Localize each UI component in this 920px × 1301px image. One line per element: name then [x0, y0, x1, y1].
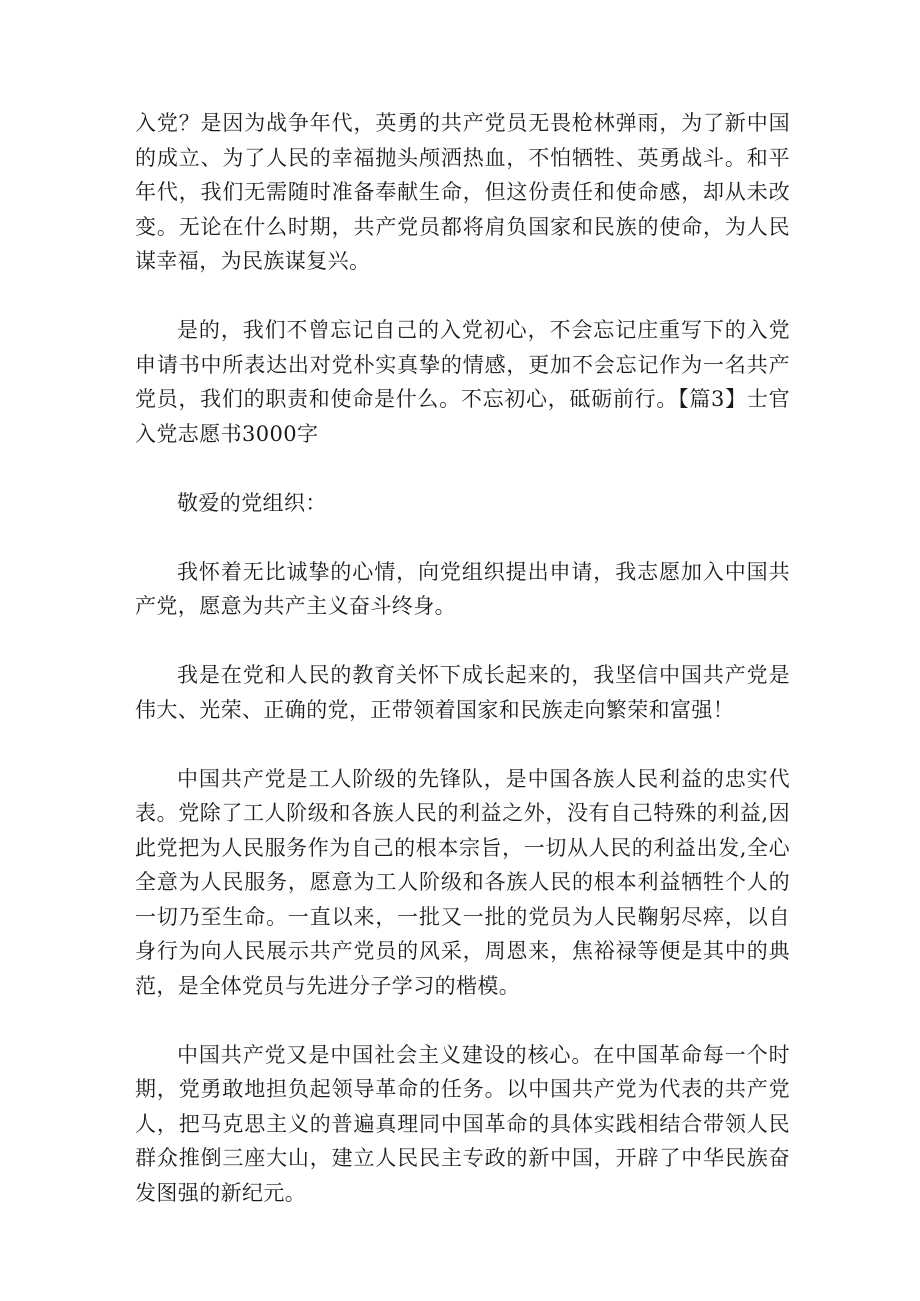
paragraph-1: 入党？是因为战争年代，英勇的共产党员无畏枪林弹雨，为了新中国的成立、为了人民的幸福抛头颅洒热血，不怕牺牲、英勇战斗。和平年代，我们无需随时准备奉献生命，但这份责任和使命感，却从未改变。无论在什么时期，共产党员都将肩负国家和民族的使命，为人民谋幸福，为民族谋复兴。 — [135, 111, 790, 273]
paragraph-7: 中国共产党又是中国社会主义建设的核心。在中国革命每一个时期，党勇敢地担负起领导革命的任务。以中国共产党为代表的共产党人，把马克思主义的普遍真理同中国革命的具体实践相结合带领人民群众推倒三座大山，建立人民民主专政的新中国，开辟了中华民族奋发图强的新纪元。 — [135, 1042, 790, 1205]
paragraph-2: 是的，我们不曾忘记自己的入党初心，不会忘记庄重写下的入党申请书中所表达出对党朴实真挚的情感，更加不会忘记作为一名共产党员，我们的职责和使命是什么。不忘初心，砥砺前行。【篇3】士官入党志愿书3000字 — [135, 318, 790, 446]
salutation: 敬爱的党组织： — [177, 490, 327, 515]
paragraph-4: 我怀着无比诚挚的心情，向党组织提出申请，我志愿加入中国共产党，愿意为共产主义奋斗终身。 — [135, 559, 790, 618]
paragraph-5: 我是在党和人民的教育关怀下成长起来的，我坚信中国共产党是伟大、光荣、正确的党，正带领着国家和民族走向繁荣和富强！ — [135, 663, 790, 722]
paragraph-6: 中国共产党是工人阶级的先锋队，是中国各族人民利益的忠实代表。党除了工人阶级和各族人民的利益之外，没有自己特殊的利益,因此党把为人民服务作为自己的根本宗旨，一切从人民的利益出发,全心全意为人民服务，愿意为工人阶级和各族人民的根本利益牺牲个人的一切乃至生命。一直以来，一批又一批的党员为人民鞠躬尽瘁，以自身行为向人民展示共产党员的风采，周恩来，焦裕禄等便是其中的典范，是全体党员与先进分子学习的楷模。 — [135, 766, 790, 998]
